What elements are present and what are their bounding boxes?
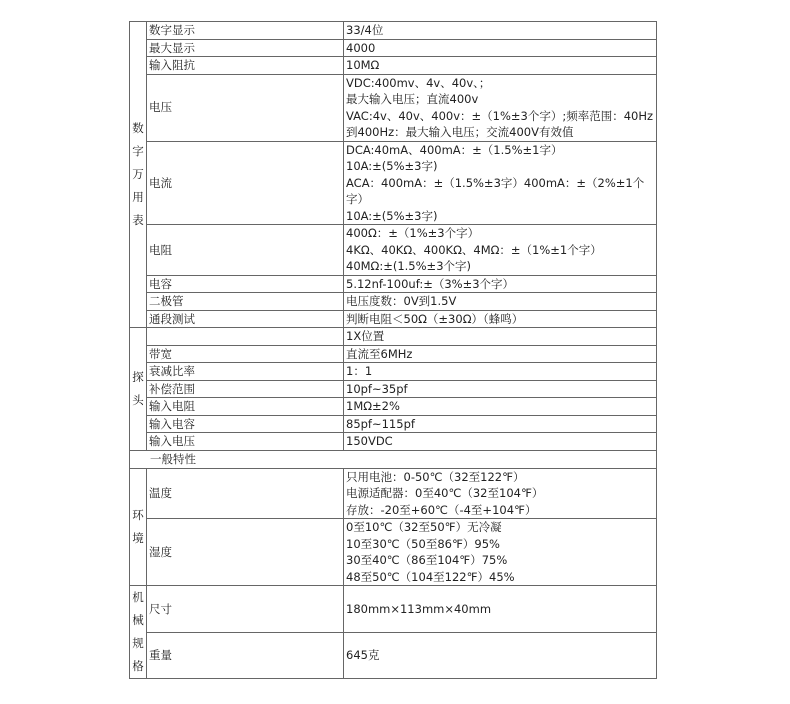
spec-value-line: 到400Hz：最大输入电压；交流400V有效值: [346, 125, 574, 139]
spec-name: 最大显示: [147, 39, 344, 57]
spec-name: 重量: [147, 632, 344, 679]
group-label: 探 头: [130, 328, 147, 451]
spec-value-line: 1MΩ±2%: [346, 399, 400, 413]
spec-name: 电容: [147, 275, 344, 293]
spec-value-line: 48至50℃（104至122℉）45%: [346, 569, 515, 584]
spec-value-line: 判断电阻＜50Ω（±30Ω）（蜂鸣）: [346, 311, 524, 326]
spec-value-line: 85pf~115pf: [346, 416, 415, 431]
spec-value-line: 33/4位: [346, 23, 384, 37]
spec-value-line: DCA:40mA、400mA：±（1.5%±1字）: [346, 142, 563, 157]
general-section-label: 一般特性: [130, 450, 657, 468]
spec-table: [129, 21, 657, 679]
spec-value-line: 4000: [346, 40, 376, 55]
spec-name: 衰减比率: [147, 363, 344, 381]
general-section-row: [130, 450, 657, 468]
spec-value: [344, 293, 657, 311]
spec-value-line: 10A:±(5%±3字): [346, 159, 438, 173]
spec-value: [344, 74, 657, 141]
spec-value-line: 1：1: [346, 364, 373, 378]
group-label: 机 械 规 格: [130, 586, 147, 679]
table-row: [130, 586, 657, 633]
table-row: [130, 225, 657, 276]
spec-value: [344, 141, 657, 225]
spec-value-line: 10至30℃（50至86℉）95%: [346, 536, 500, 551]
spec-name: 电阻: [147, 225, 344, 276]
spec-name: 输入阻抗: [147, 57, 344, 75]
spec-value-line: 400Ω：±（1%±3个字）: [346, 226, 480, 240]
spec-name: 输入电压: [147, 433, 344, 451]
spec-value-line: 字）: [346, 192, 369, 206]
spec-value: [344, 328, 657, 346]
spec-value: [344, 22, 657, 40]
spec-name: 补偿范围: [147, 380, 344, 398]
spec-value-line: 最大输入电压；直流400v: [346, 92, 479, 106]
table-row: [130, 328, 657, 346]
spec-value-line: 直流至6MHz: [346, 346, 413, 361]
spec-name: 通段测试: [147, 310, 344, 328]
spec-value: [344, 433, 657, 451]
table-row: [130, 275, 657, 293]
spec-value-line: 645克: [346, 648, 380, 662]
spec-name: 输入电阻: [147, 398, 344, 416]
table-row: [130, 74, 657, 141]
group-label: 环 境: [130, 468, 147, 586]
spec-value: [344, 363, 657, 381]
table-row: [130, 22, 657, 40]
spec-value-line: 1X位置: [346, 329, 385, 343]
spec-value: [344, 57, 657, 75]
spec-value-line: VAC:4v、40v、400v：±（1%±3个字）;频率范围：40Hz: [346, 108, 654, 123]
table-row: [130, 57, 657, 75]
table-row: [130, 363, 657, 381]
spec-name: 电流: [147, 141, 344, 225]
spec-value: [344, 380, 657, 398]
table-row: [130, 141, 657, 225]
table-row: [130, 468, 657, 519]
table-row: [130, 380, 657, 398]
spec-value: [344, 225, 657, 276]
spec-name: 输入电容: [147, 415, 344, 433]
table-row: [130, 632, 657, 679]
spec-name: 电压: [147, 74, 344, 141]
table-row: [130, 433, 657, 451]
table-row: [130, 415, 657, 433]
spec-value: [344, 468, 657, 519]
spec-value: [344, 632, 657, 679]
spec-name: [147, 328, 344, 346]
spec-value-line: VDC:400mv、4v、40v、；: [346, 75, 491, 90]
spec-value-line: 30至40℃（86至104℉）75%: [346, 553, 508, 567]
spec-name: 带宽: [147, 345, 344, 363]
spec-value-line: 10MΩ: [346, 58, 380, 72]
spec-value: [344, 519, 657, 586]
spec-value: [344, 310, 657, 328]
table-row: [130, 345, 657, 363]
spec-name: 湿度: [147, 519, 344, 586]
spec-value-line: 10A:±(5%±3字): [346, 208, 438, 223]
spec-name: 二极管: [147, 293, 344, 311]
table-row: [130, 398, 657, 416]
spec-value: [344, 345, 657, 363]
table-row: [130, 519, 657, 586]
spec-value-line: 0至10℃（32至50℉）无冷凝: [346, 520, 502, 534]
spec-value-line: 电源适配器：0至40℃（32至104℉）: [346, 486, 544, 500]
spec-value-line: 180mm×113mm×40mm: [346, 601, 492, 616]
spec-value-line: 150VDC: [346, 434, 393, 448]
spec-value-line: 5.12nf-100uf:±（3%±3个字）: [346, 276, 515, 291]
spec-name: 数字显示: [147, 22, 344, 40]
spec-value: [344, 415, 657, 433]
spec-value: [344, 275, 657, 293]
spec-name: 温度: [147, 468, 344, 519]
table-row: [130, 39, 657, 57]
spec-value-line: 存放：-20至+60℃（-4至+104℉）: [346, 502, 537, 517]
table-row: [130, 310, 657, 328]
table-row: [130, 293, 657, 311]
spec-value-line: 4KΩ、40KΩ、400KΩ、4MΩ：±（1%±1个字）: [346, 242, 602, 257]
spec-value: [344, 39, 657, 57]
spec-value: [344, 586, 657, 633]
spec-value-line: 电压度数：0V到1.5V: [346, 294, 457, 308]
spec-value-line: 40MΩ:±(1.5%±3个字): [346, 259, 471, 273]
spec-value-line: 只用电池：0-50℃（32至122℉）: [346, 469, 525, 484]
group-label: 数 字 万 用 表: [130, 22, 147, 328]
spec-value-line: 10pf~35pf: [346, 381, 408, 396]
spec-value: [344, 398, 657, 416]
spec-value-line: ACA：400mA：±（1.5%±3字）400mA：±（2%±1个: [346, 175, 645, 190]
spec-name: 尺寸: [147, 586, 344, 633]
